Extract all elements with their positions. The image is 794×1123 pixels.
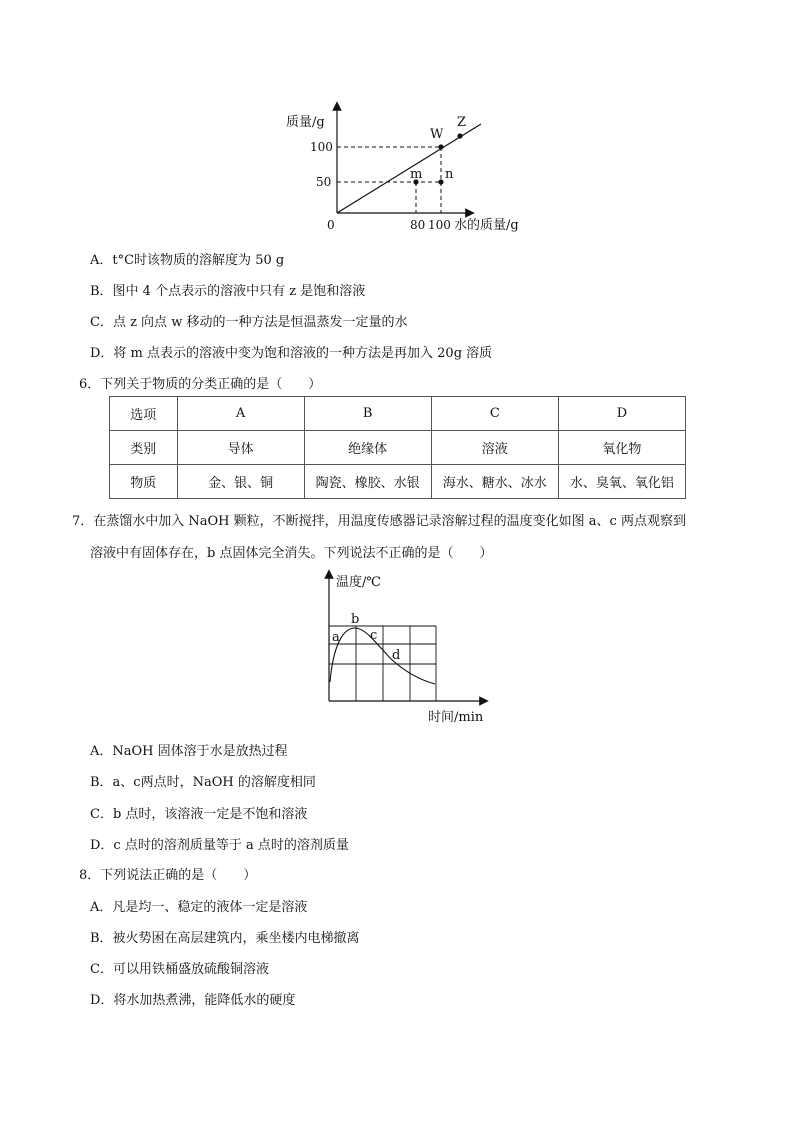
q6-stem: 6．下列关于物质的分类正确的是（ ） [79, 377, 322, 392]
table-cell: 金、银、铜 [177, 465, 304, 499]
q5-option-d: D．将 m 点表示的溶液中变为饱和溶液的一种方法是再加入 20g 溶质 [90, 346, 493, 361]
q7-option-c: C．b 点时，该溶液一定是不饱和溶液 [90, 807, 308, 822]
grid [329, 626, 436, 701]
table-cell: B [304, 397, 431, 431]
table-row [110, 397, 686, 431]
mass-vs-water-graph [270, 98, 540, 238]
label-b: b [351, 612, 360, 627]
origin-label: 0 [327, 218, 335, 232]
y-axis-label: 温度/℃ [336, 575, 381, 590]
point-n [438, 179, 443, 184]
x-axis-label: 水的质量/g [454, 218, 519, 233]
temperature-curve [330, 628, 435, 684]
temperature-vs-time-graph [300, 568, 500, 728]
table-cell: 水、臭氧、氧化铝 [558, 465, 685, 499]
table-cell: 选项 [110, 397, 178, 431]
q7-option-b: B．a、c两点时，NaOH 的溶解度相同 [90, 775, 316, 790]
table-row [110, 431, 686, 465]
table-cell: C [431, 397, 558, 431]
label-n: n [445, 167, 454, 182]
q5-option-c: C．点 z 向点 w 移动的一种方法是恒温蒸发一定量的水 [90, 315, 408, 330]
table-cell: 陶瓷、橡胶、水银 [304, 465, 431, 499]
table-cell: D [558, 397, 685, 431]
label-m: m [410, 167, 423, 182]
table-cell: 导体 [177, 431, 304, 465]
table-row [110, 465, 686, 499]
q8-stem: 8．下列说法正确的是（ ） [79, 868, 257, 883]
q7-stem-line1: 7．在蒸馏水中加入 NaOH 颗粒，不断搅拌，用温度传感器记录溶解过程的温度变化如图 a、c 两点观察到 [72, 514, 686, 529]
q5-option-b: B．图中 4 个点表示的溶液中只有 z 是饱和溶液 [90, 284, 366, 299]
x-axis-label: 时间/min [428, 710, 484, 725]
q8-option-a: A．凡是均一、稳定的液体一定是溶液 [90, 900, 308, 915]
q8-option-d: D．将水加热煮沸，能降低水的硬度 [90, 993, 296, 1008]
q7-option-d: D．c 点时的溶剂质量等于 a 点时的溶剂质量 [90, 838, 349, 853]
label-d: d [392, 648, 401, 663]
q8-option-c: C．可以用铁桶盛放硫酸铜溶液 [90, 962, 269, 977]
table-cell: 海水、糖水、冰水 [431, 465, 558, 499]
q7-option-a: A．NaOH 固体溶于水是放热过程 [90, 744, 288, 759]
x-tick-100: 100 [428, 218, 451, 232]
table-cell: 氧化物 [558, 431, 685, 465]
y-tick-100: 100 [310, 140, 333, 154]
y-tick-50: 50 [316, 175, 332, 189]
table-cell: 类别 [110, 431, 178, 465]
label-a: a [332, 630, 340, 645]
q5-option-a: A．t°C时该物质的溶解度为 50 g [90, 253, 285, 268]
table-cell: 绝缘体 [304, 431, 431, 465]
table-cell: 物质 [110, 465, 178, 499]
label-z: Z [457, 115, 467, 130]
x-tick-80: 80 [410, 218, 426, 232]
table-cell: 溶液 [431, 431, 558, 465]
y-axis-label: 质量/g [286, 115, 325, 130]
label-c: c [370, 628, 378, 643]
label-w: W [430, 127, 444, 142]
table-cell: A [177, 397, 304, 431]
q8-option-b: B．被火势困在高层建筑内，乘坐楼内电梯撤离 [90, 931, 360, 946]
point-w [438, 144, 443, 149]
q7-stem-line2: 溶液中有固体存在，b 点固体完全消失。下列说法不正确的是（ ） [90, 546, 493, 561]
classification-table [109, 396, 686, 499]
point-z [457, 133, 462, 138]
